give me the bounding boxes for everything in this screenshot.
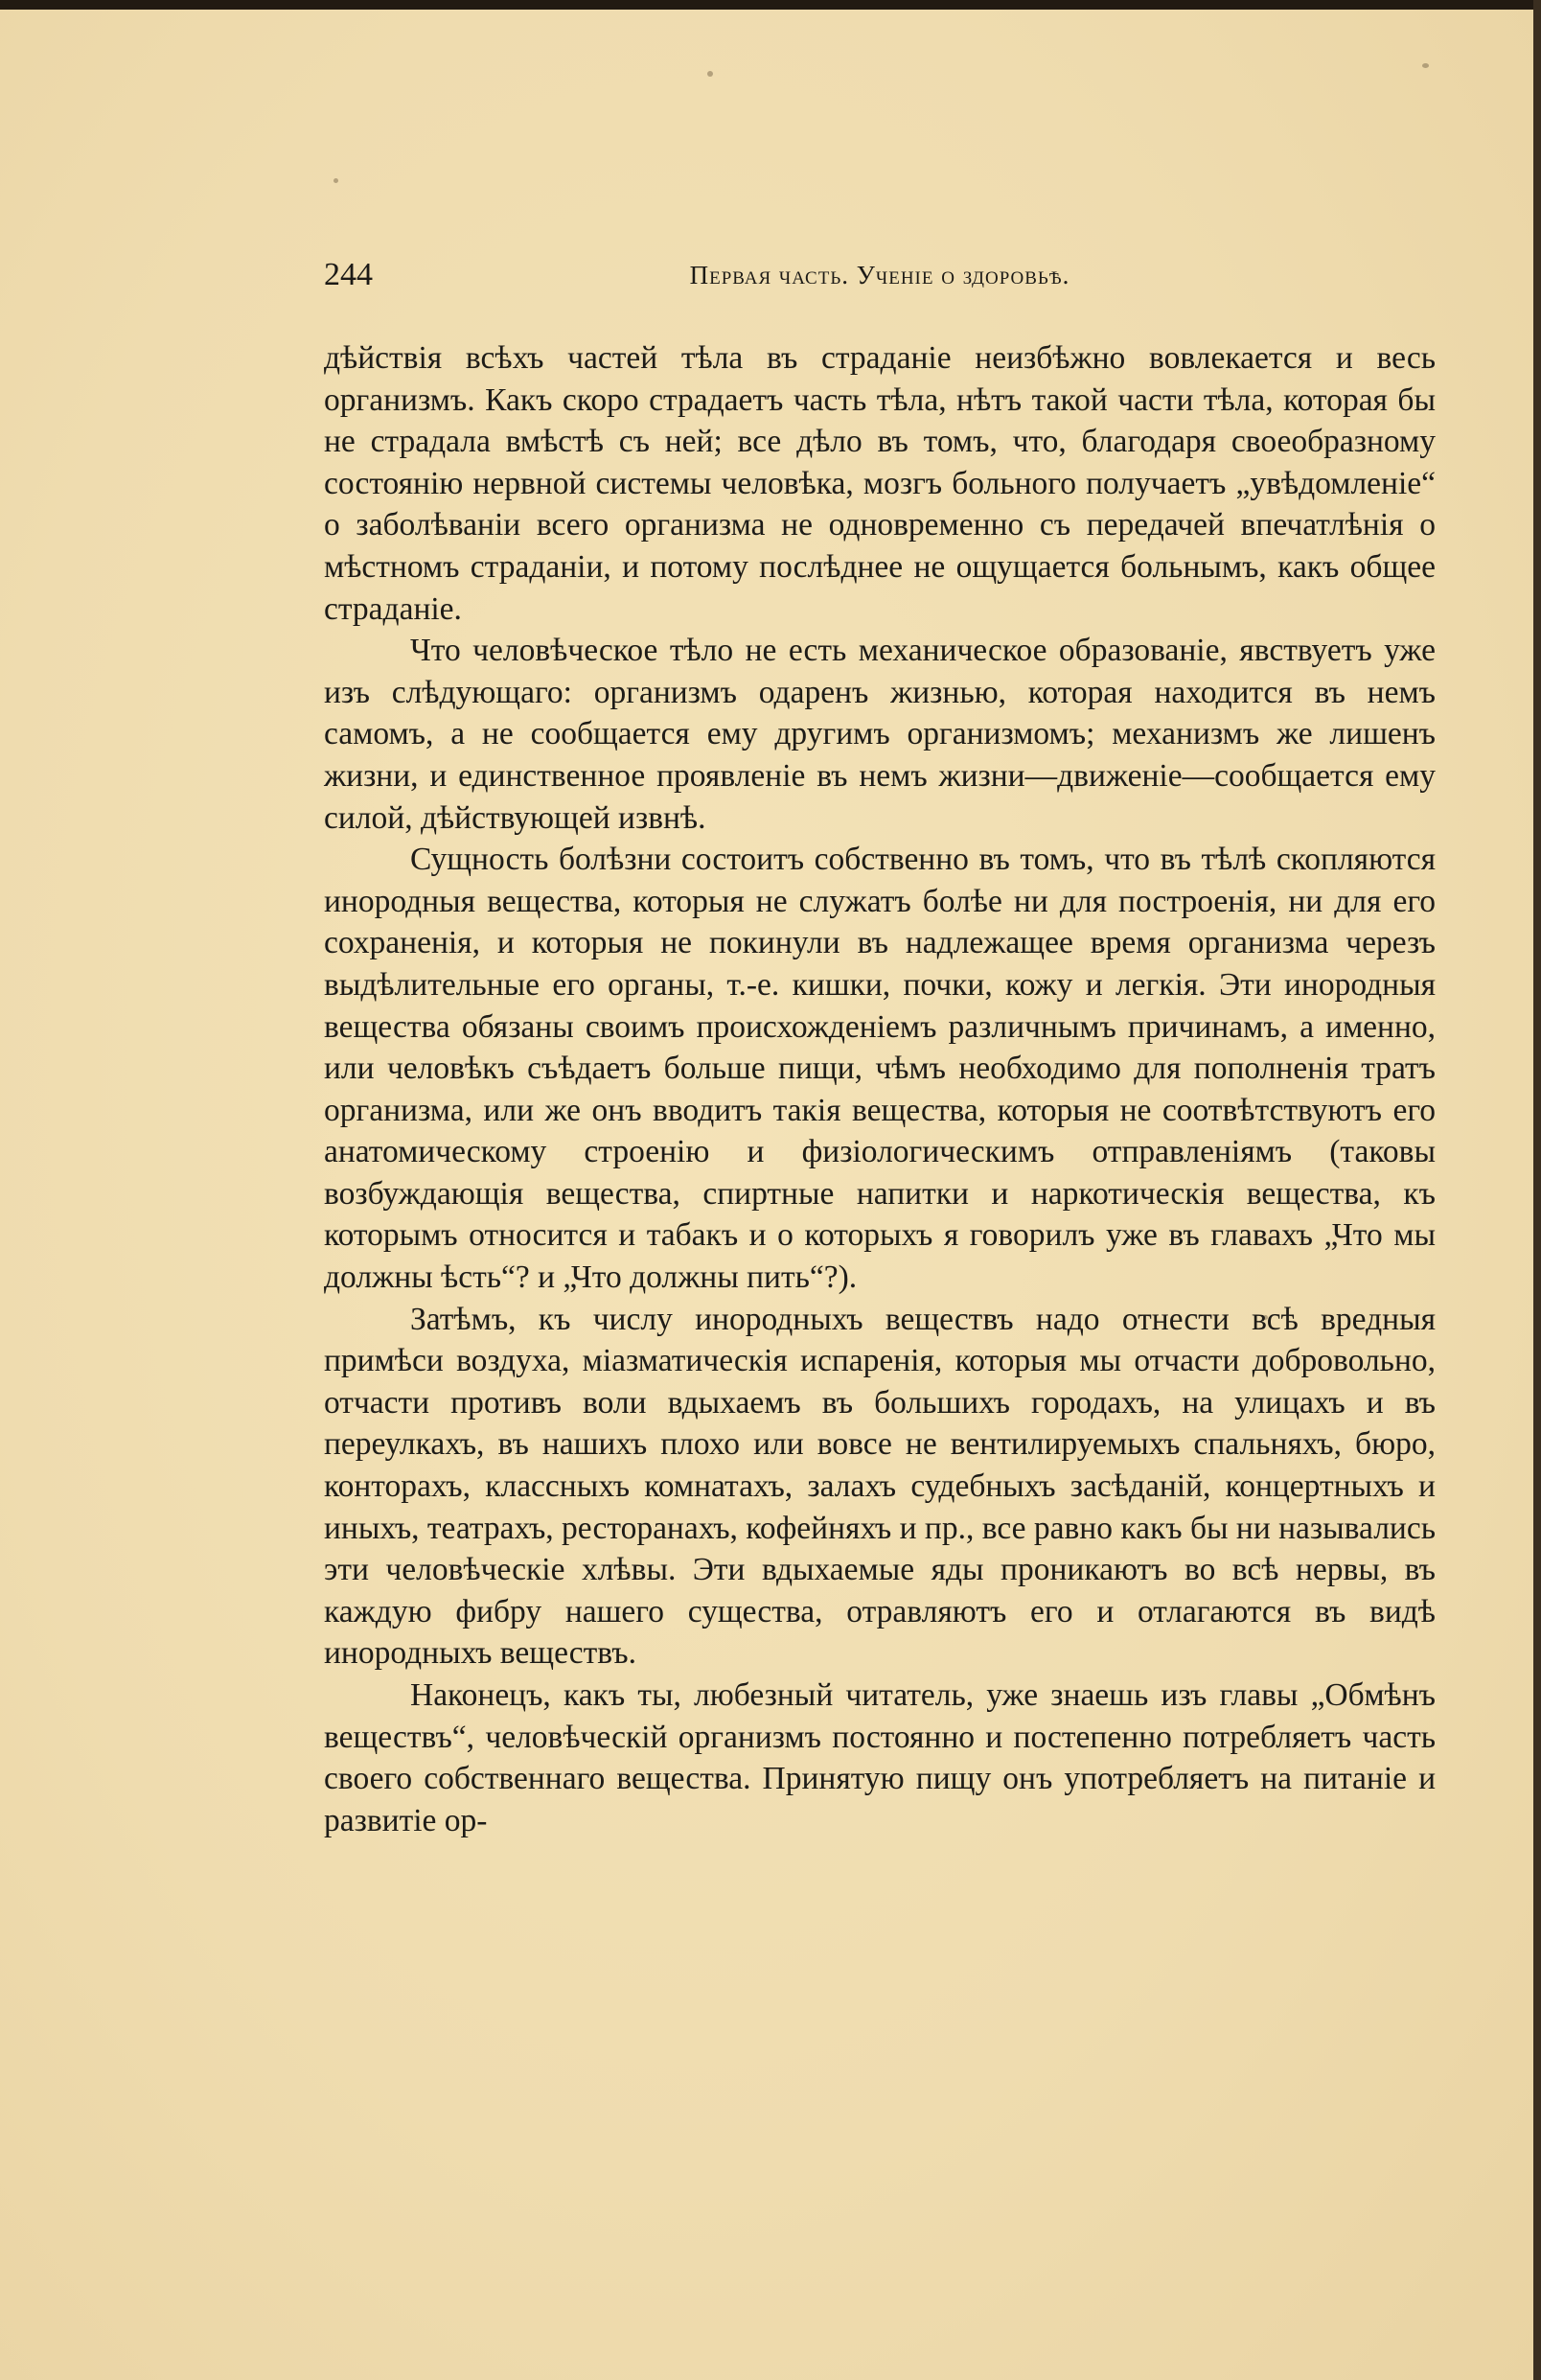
paper-speck (1422, 63, 1429, 68)
paragraph: Затѣмъ, къ числу инородныхъ веществъ надо отнести всѣ вредныя примѣси воздуха, міазматическія испаренія, которыя мы отчасти добровольно, отчасти противъ воли вдыхаемъ въ большихъ городахъ, на улицахъ и въ переулкахъ, въ нашихъ плохо или вовсе не вентилируемыхъ спальняхъ, бюро, конторахъ, классныхъ комнатахъ, залахъ судебныхъ засѣданій, концертныхъ и иныхъ, театрахъ, ресторанахъ, кофейняхъ и пр., все равно какъ бы ни назывались эти человѣческіе хлѣвы. Эти вдыхаемые яды проникаютъ во всѣ нервы, въ каждую фибру нашего существа, отравляютъ его и отлагаются въ видѣ инородныхъ веществъ. (324, 1301, 1436, 1672)
paragraph: Наконецъ, какъ ты, любезный читатель, уже знаешь изъ главы „Обмѣнъ веществъ“, человѣческій организмъ постоянно и постепенно потребляетъ часть своего собственнаго вещества. Принятую пищу онъ употребляетъ на питаніе и развитіе ор- (324, 1677, 1436, 1838)
paragraph: Что человѣческое тѣло не есть механическое образованіе, явствуетъ уже изъ слѣдующаго: организмъ одаренъ жизнью, которая находится въ немъ самомъ, а не сообщается ему другимъ организмомъ; механизмъ же лишенъ жизни, и единственное проявленіе въ немъ жизни—движеніе—сообщается ему силой, дѣйствующей извнѣ. (324, 633, 1436, 836)
paper-speck (707, 71, 713, 77)
scan-edge-right (1533, 0, 1541, 2380)
paper-speck (334, 178, 338, 183)
scan-edge-top (0, 0, 1541, 10)
running-head: Первая часть. Ученіе о здоровьѣ. (689, 261, 1070, 289)
body-text (324, 337, 1436, 1841)
paragraph-continuation: дѣйствія всѣхъ частей тѣла въ страданіе неизбѣжно вовлекается и весь организмъ. Какъ скоро страдаетъ часть тѣла, нѣтъ такой части тѣла, которая бы не страдала вмѣстѣ съ ней; все дѣло въ томъ, что, благодаря своеобразному состоянію нервной системы человѣка, мозгъ больного получаетъ „увѣдомленіе“ о заболѣваніи всего организма не одновременно съ передачей впечатлѣнія о мѣстномъ страданіи, и потому послѣднее не ощущается больнымъ, какъ общее страданіе. (324, 340, 1436, 627)
page-header (324, 257, 1436, 305)
paragraph: Сущность болѣзни состоитъ собственно въ томъ, что въ тѣлѣ скопляются инородныя вещества, которыя не служатъ болѣе ни для построенія, ни для его сохраненія, и которыя не покинули въ надлежащее время организма черезъ выдѣлительные его органы, т.-е. кишки, почки, кожу и легкія. Эти инородныя вещества обязаны своимъ происхожденіемъ различнымъ причинамъ, а именно, или человѣкъ съѣдаетъ больше пищи, чѣмъ необходимо для пополненія тратъ организма, или же онъ вводитъ такія вещества, которыя не соотвѣтствуютъ его анатомическому строенію и физіологическимъ отправленіямъ (таковы возбуждающія вещества, спиртные напитки и наркотическія вещества, къ которымъ относится и табакъ и о которыхъ я говорилъ уже въ главахъ „Что мы должны ѣсть“? и „Что должны пить“?). (324, 842, 1436, 1296)
page-number: 244 (324, 257, 373, 292)
